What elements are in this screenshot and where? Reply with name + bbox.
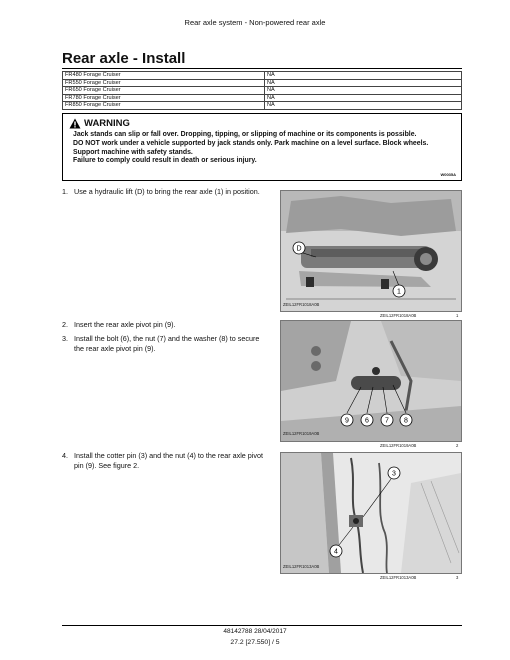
step-number: 4. [62, 451, 68, 460]
warning-heading [69, 118, 130, 129]
step-2 [62, 320, 267, 330]
footer-page-number: 27.2 [27.550] / 5 [230, 639, 280, 646]
warning-label: WARNING [84, 118, 130, 129]
step-4 [62, 451, 267, 471]
running-header: Rear axle system - Non-powered rear axle [184, 18, 326, 27]
value-cell: NA [265, 94, 462, 102]
footer-doc-code: 48142788 28/04/2017 [223, 628, 287, 635]
model-cell: FR780 Forage Cruiser [63, 94, 265, 102]
cotter-pin-illustration [281, 453, 461, 573]
warning-box [62, 113, 462, 181]
step-text: Install the bolt (6), the nut (7) and the washer (8) to secure the rear axle pivot pin (9). [74, 334, 260, 353]
figure-callout: 8 [404, 417, 408, 425]
warning-triangle-icon [69, 118, 81, 129]
step-text: Use a hydraulic lift (D) to bring the rear axle (1) in position. [74, 187, 260, 196]
model-cell: FR650 Forage Cruiser [63, 87, 265, 95]
figure-callout: 6 [365, 417, 369, 425]
figure-number: 3 [456, 575, 459, 580]
table-row [63, 102, 462, 110]
applicability-table [62, 71, 462, 110]
figure-caption: ZEIL12FR1018A0B [283, 302, 320, 307]
warning-line: DO NOT work under a vehicle supported by jack stands only. Park machine on a level surface. Block wheels. Support machine with safety stands. [73, 139, 429, 156]
value-cell: NA [265, 87, 462, 95]
step-text: Insert the rear axle pivot pin (9). [74, 320, 176, 329]
figure-callout: 7 [385, 417, 389, 425]
pivot-pin-illustration [281, 321, 461, 441]
figure-callout: 3 [392, 470, 396, 478]
figure-caption: ZEIL12FR1019A0B [283, 431, 320, 436]
model-cell: FR550 Forage Cruiser [63, 79, 265, 87]
step-1 [62, 187, 267, 197]
rear-axle-lift-illustration [281, 191, 461, 311]
step-number: 3. [62, 334, 68, 343]
figure-reference: ZEIL12FR1013A0B [380, 575, 417, 580]
model-cell: FR480 Forage Cruiser [63, 72, 265, 80]
table-row [63, 87, 462, 95]
model-cell: FR850 Forage Cruiser [63, 102, 265, 110]
step-3 [62, 334, 267, 354]
figure-callout: 4 [334, 548, 338, 556]
figure-number: 1 [456, 313, 459, 318]
table-row [63, 72, 462, 80]
table-row [63, 79, 462, 87]
table-row [63, 94, 462, 102]
figure-3 [280, 452, 462, 574]
figure-reference: ZEIL12FR1019A0B [380, 443, 417, 448]
figure-2 [280, 320, 462, 442]
section-title: Rear axle - Install [62, 50, 186, 67]
value-cell: NA [265, 102, 462, 110]
figure-callout: 9 [345, 417, 349, 425]
figure-callout: 1 [397, 288, 401, 296]
figure-caption: ZEIL12FR1013A0B [283, 564, 320, 569]
footer-divider [62, 625, 462, 626]
figure-reference: ZEIL12FR1018A0B [380, 313, 417, 318]
value-cell: NA [265, 79, 462, 87]
figure-callout: D [296, 245, 302, 253]
step-number: 2. [62, 320, 68, 329]
warning-line: Failure to comply could result in death or serious injury. [73, 157, 257, 165]
figure-number: 2 [456, 443, 459, 448]
title-divider [62, 68, 462, 69]
figure-1 [280, 190, 462, 312]
step-text: Install the cotter pin (3) and the nut (4) to the rear axle pivot pin (9). See figure 2. [74, 451, 263, 470]
step-number: 1. [62, 187, 68, 196]
warning-line: Jack stands can slip or fall over. Dropping, tipping, or slipping of machine or its components is possible. [73, 131, 417, 138]
warning-code: W0035A [440, 172, 456, 177]
warning-text [73, 131, 451, 166]
value-cell: NA [265, 72, 462, 80]
